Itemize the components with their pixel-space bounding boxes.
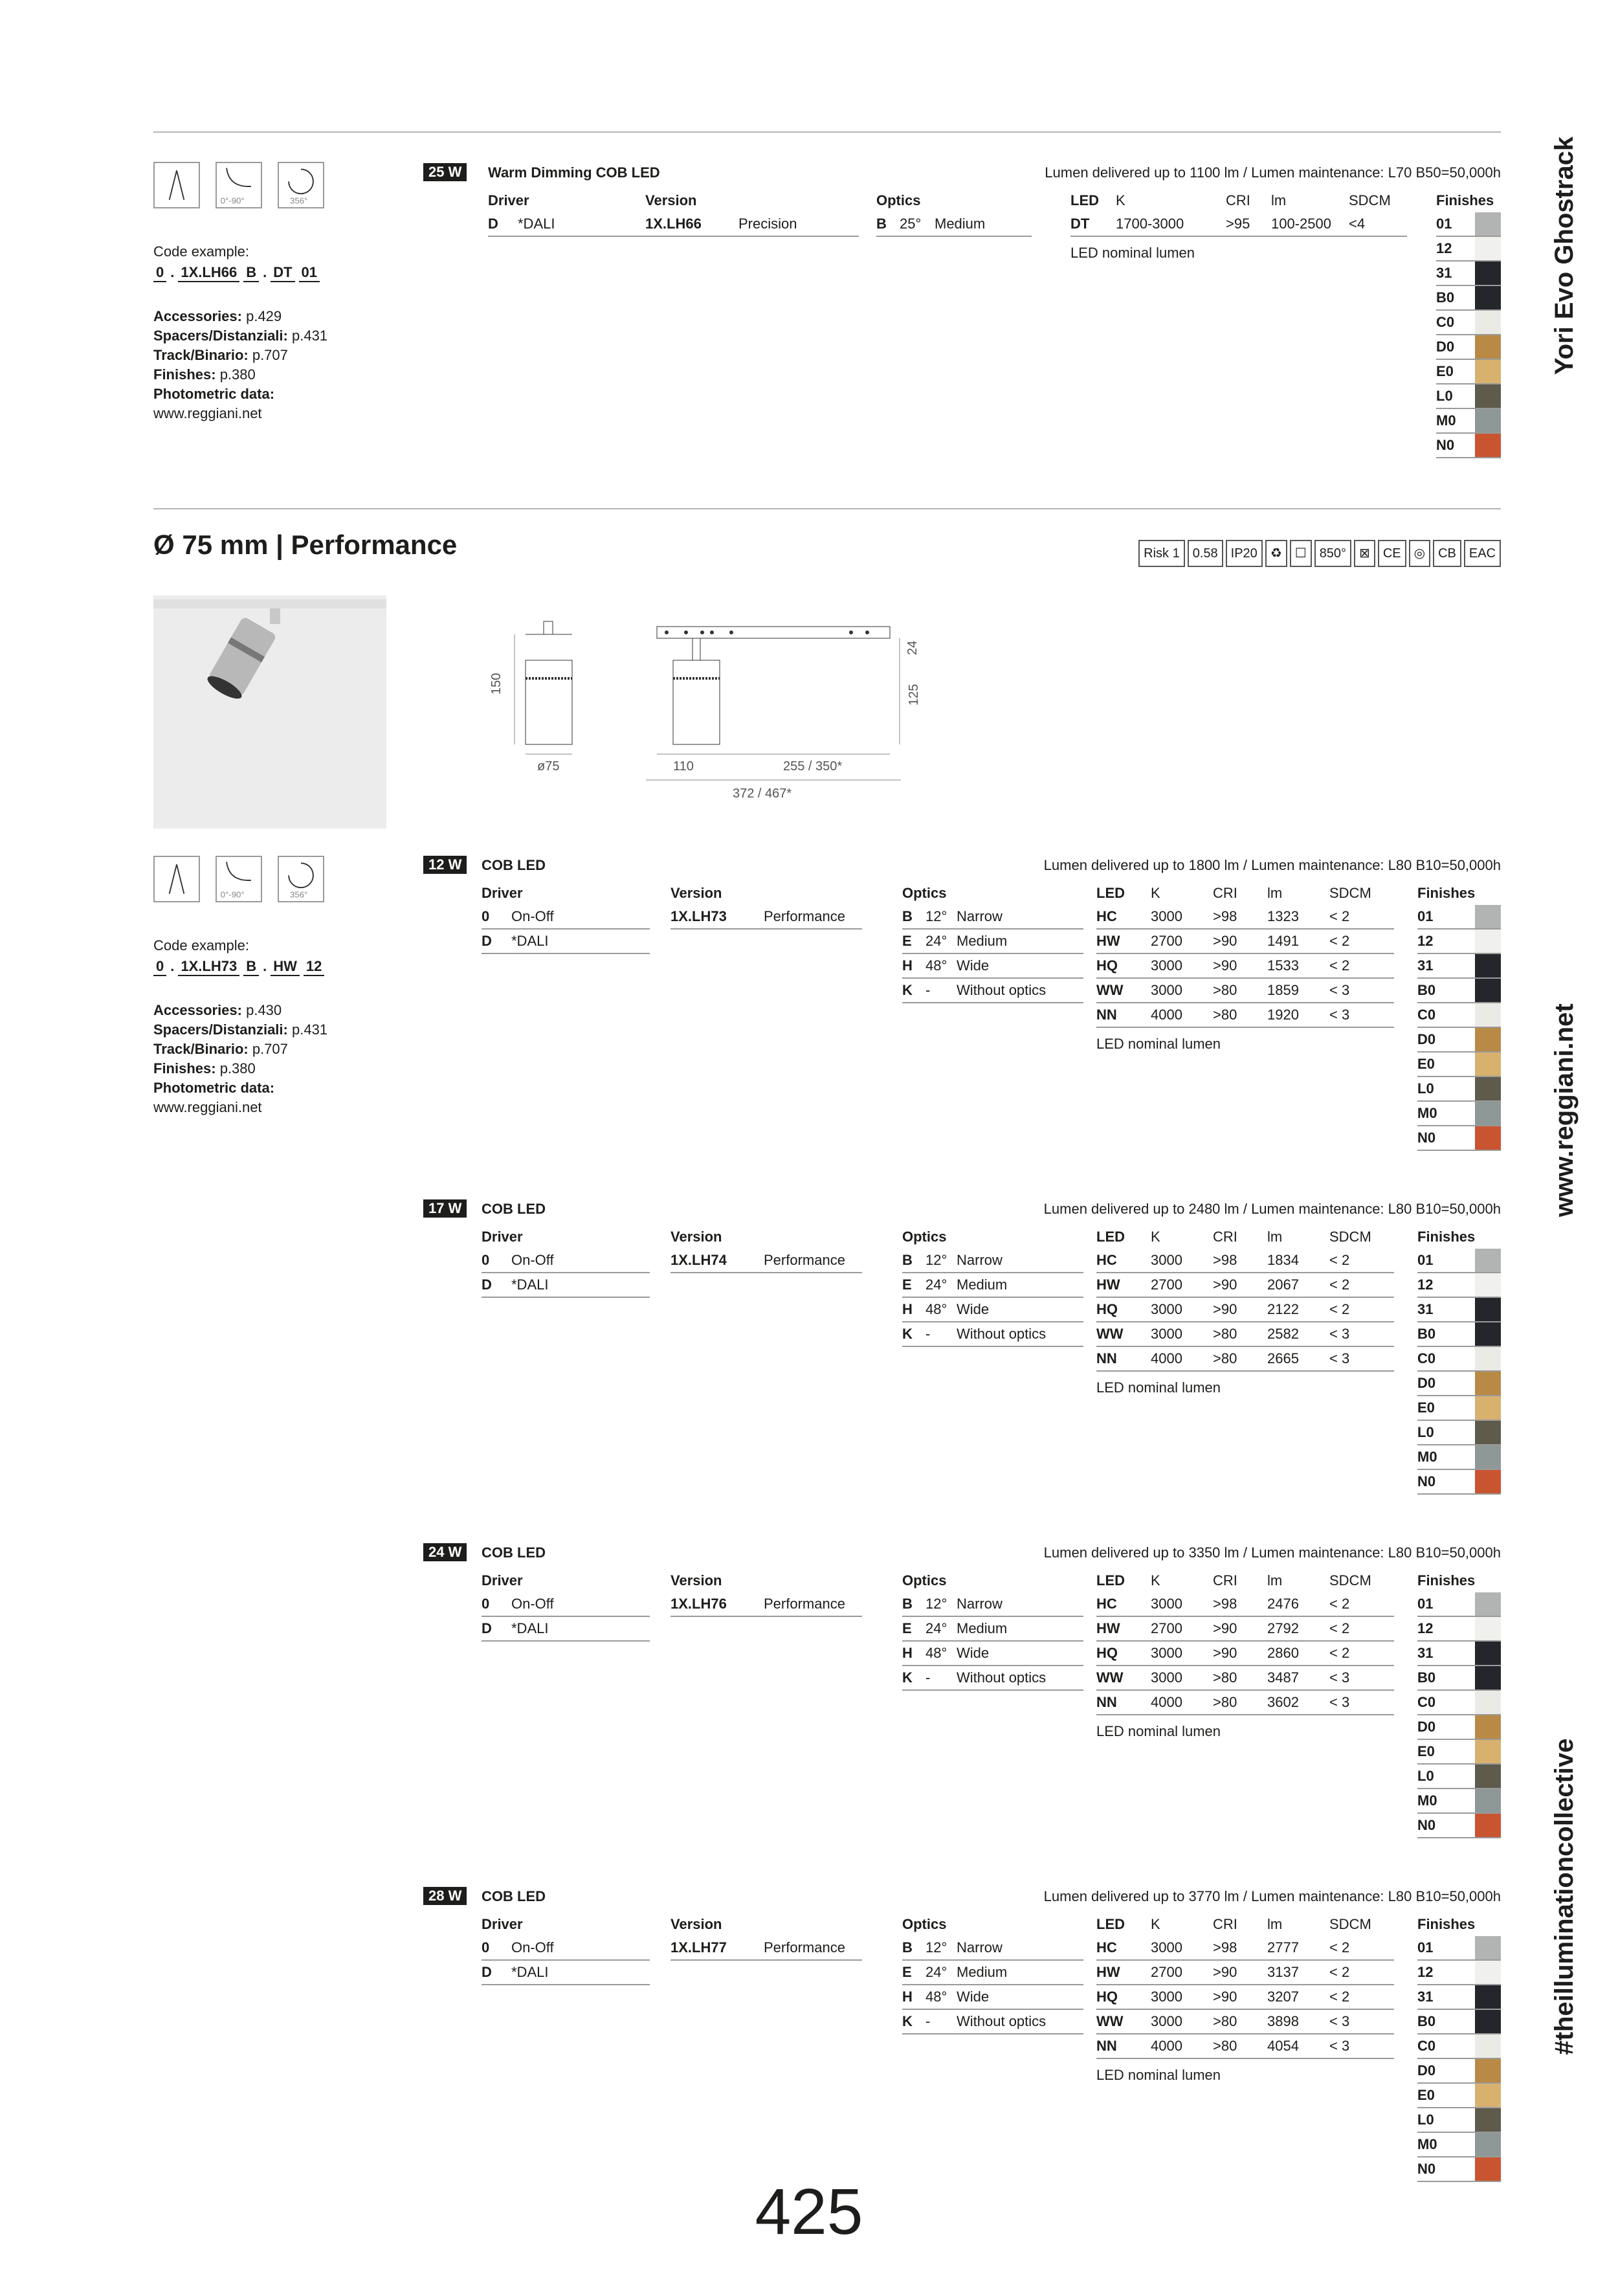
driver-header: Driver: [488, 192, 529, 208]
version-header: Version: [670, 1229, 722, 1245]
spec-block: 24 W COB LED Lumen delivered up to 3350 lm / Lumen maintenance: L80 B10=50,000h Driver 0 On-Off D *DALI Version 1X.LH76 Performance Optics B 12° Narrow E 24° Medium H 48° Wide K - Without optics LED K CRI lm SDCM HC 3000 >98 2476 < 2 HW 2700 >90 2792 < 2 HQ 3000 >90 2860 < 2 WW 3000 >80 3487 < 3 NN 4000 >80 3602 < 3 LED nominal lumen Finishes 01 12 31 B0 C0 D0 E0 L0 M0 N0: [423, 1543, 1501, 1565]
finish-swatch: [1475, 2108, 1501, 2132]
finish-item: C0: [1417, 2034, 1501, 2059]
site-side-label: www.reggiani.net: [1550, 1003, 1579, 1217]
optics-header: Optics: [902, 1229, 947, 1245]
finish-swatch: [1475, 2133, 1501, 2156]
finish-list: [1417, 1936, 1501, 2182]
finish-swatch: [1475, 1298, 1501, 1321]
led-header: LED: [1070, 192, 1099, 208]
finish-item: D0: [1417, 1372, 1501, 1396]
finish-swatch: [1475, 2084, 1501, 2107]
beam-icon: [153, 162, 200, 208]
finish-item: D0: [1436, 335, 1501, 360]
driver-row: 0 On-Off: [482, 1936, 650, 1961]
finish-swatch: [1475, 1028, 1501, 1051]
optics-row: E 24° Medium: [902, 1273, 1083, 1298]
finish-item: 01: [1417, 1936, 1501, 1961]
optics-header: Optics: [902, 1916, 947, 1932]
references-2: Accessories: p.430 Spacers/Distanziali: p.431 Track/Binario: p.707 Finishes: p.380 Photometric data: www.reggiani.net: [153, 1001, 327, 1117]
driver-header: Driver: [482, 885, 523, 901]
rotate-icon-2: [278, 856, 324, 902]
ccc-icon: ◎: [1409, 540, 1430, 567]
watt-badge: 28 W: [423, 1887, 467, 1905]
finish-item: B0: [1417, 2010, 1501, 2034]
finish-swatch: [1475, 2059, 1501, 2082]
finish-swatch: [1475, 2010, 1501, 2033]
svg-text:0°-90°: 0°-90°: [220, 889, 245, 900]
finish-item: 01: [1417, 1249, 1501, 1273]
finish-item: N0: [1417, 1814, 1501, 1838]
svg-text:110: 110: [673, 759, 694, 774]
code-example: 0 . 1X.LH66 B . DT 01: [153, 264, 324, 282]
finish-item: C0: [1417, 1347, 1501, 1372]
finish-swatch: [1475, 1985, 1501, 2009]
finishes-header: Finishes: [1436, 192, 1494, 208]
optics-row: K - Without optics: [902, 979, 1083, 1003]
finish-swatch: [1475, 286, 1501, 309]
led-header: LED: [1096, 1229, 1125, 1245]
led-row: HC 3000 >98 2777 < 2: [1096, 1936, 1394, 1961]
led-header: LED: [1096, 1916, 1125, 1932]
optics-row: H 48° Wide: [902, 1298, 1083, 1322]
finish-swatch: [1475, 1322, 1501, 1346]
finish-item: D0: [1417, 1028, 1501, 1053]
finish-swatch: [1475, 1003, 1501, 1027]
led-row: HW 2700 >90 2792 < 2: [1096, 1617, 1394, 1642]
finish-swatch: [1475, 1077, 1501, 1100]
brand-side-label: Yori Evo Ghostrack: [1550, 136, 1579, 375]
finish-swatch: [1475, 2034, 1501, 2058]
led-row: HW 2700 >90 1491 < 2: [1096, 930, 1394, 954]
finishes-header: Finishes: [1417, 1572, 1476, 1588]
finish-item: L0: [1417, 1077, 1501, 1102]
finish-swatch: [1475, 1961, 1501, 1984]
finishes-header: Finishes: [1417, 885, 1476, 901]
code-example-label-2: Code example:: [153, 937, 249, 953]
driver-row: D *DALI: [482, 1617, 650, 1642]
led-note: LED nominal lumen: [1096, 1723, 1221, 1739]
cert-icons: [1138, 540, 1501, 567]
svg-text:356°: 356°: [290, 195, 308, 206]
driver-row: D *DALI: [482, 930, 650, 954]
finish-item: 12: [1436, 237, 1501, 262]
finish-swatch: [1475, 1126, 1501, 1150]
spec-block: 28 W COB LED Lumen delivered up to 3770 lm / Lumen maintenance: L80 B10=50,000h Driver 0 On-Off D *DALI Version 1X.LH77 Performance Optics B 12° Narrow E 24° Medium H 48° Wide K - Without optics LED K CRI lm SDCM HC 3000 >98 2777 < 2 HW 2700 >90 3137 < 2 HQ 3000 >90 3207 < 2 WW 3000 >80 3898 < 3 NN 4000 >80 4054 < 3 LED nominal lumen Finishes 01 12 31 B0 C0 D0 E0 L0 M0 N0: [423, 1887, 1501, 1909]
finish-item: 31: [1417, 1642, 1501, 1666]
finish-swatch: [1475, 1666, 1501, 1689]
optics-header: Optics: [902, 885, 947, 901]
lumen-info: Lumen delivered up to 2480 lm / Lumen maintenance: L80 B10=50,000h: [1043, 1201, 1501, 1217]
svg-text:150: 150: [489, 673, 504, 695]
finish-item: B0: [1417, 979, 1501, 1003]
no-cover-icon: ⊠: [1354, 540, 1375, 567]
finish-item: 12: [1417, 930, 1501, 954]
eac-icon: EAC: [1464, 540, 1501, 567]
led-row: NN 4000 >80 2665 < 3: [1096, 1347, 1394, 1372]
finish-swatch: [1475, 1372, 1501, 1395]
finish-item: C0: [1417, 1691, 1501, 1715]
led-type: COB LED: [482, 857, 546, 873]
led-header: LED: [1096, 885, 1125, 901]
finish-swatch: [1475, 212, 1501, 236]
driver-row: D *DALI: [482, 1961, 650, 1985]
beam-icon-2: [153, 856, 200, 902]
finish-swatch: [1475, 1592, 1501, 1616]
section-title: Ø 75 mm | Performance: [153, 529, 458, 560]
version-row: 1X.LH77 Performance: [670, 1936, 862, 1961]
optics-row: K - Without optics: [902, 2010, 1083, 2034]
svg-text:356°: 356°: [290, 889, 308, 900]
led-row: HQ 3000 >90 1533 < 2: [1096, 954, 1394, 979]
finish-item: N0: [1417, 1470, 1501, 1495]
finish-item: N0: [1436, 434, 1501, 458]
tilt-icon-2: [216, 856, 262, 902]
finish-item: D0: [1417, 2059, 1501, 2084]
svg-text:24: 24: [905, 640, 920, 655]
finishes-header: Finishes: [1417, 1916, 1476, 1932]
finish-item: 31: [1417, 1985, 1501, 2010]
led-note: LED nominal lumen: [1096, 1036, 1221, 1052]
svg-text:372 / 467*: 372 / 467*: [733, 786, 792, 801]
led-row: NN 4000 >80 1920 < 3: [1096, 1003, 1394, 1028]
hashtag-side-label: #theilluminationcollective: [1550, 1738, 1579, 2055]
svg-text:255 / 350*: 255 / 350*: [783, 759, 843, 774]
finish-item: N0: [1417, 2157, 1501, 2182]
finish-list: [1417, 1592, 1501, 1838]
finish-swatch: [1475, 954, 1501, 977]
finish-item: E0: [1417, 2084, 1501, 2108]
led-row: WW 3000 >80 3898 < 3: [1096, 2010, 1394, 2034]
finish-swatch: [1475, 1789, 1501, 1812]
finish-swatch: [1475, 1102, 1501, 1125]
spec-block-25w: 25 W Warm Dimming COB LED Lumen delivered up to 1100 lm / Lumen maintenance: L70 B50=50,000h Driver D *DALI Version 1X.LH66 Precision Optics B 25° Medium LED K CRI lm SDCM DT 1700-3000 >95 100-2500 <4 LED nominal lumen Finishes 01 12 31 B0 C0 D0 E0 L0 M0 N0: [423, 163, 1501, 185]
references: Accessories: p.429 Spacers/Distanziali: p.431 Track/Binario: p.707 Finishes: p.380 Photometric data: www.reggiani.net: [153, 307, 327, 423]
led-row: HQ 3000 >90 2860 < 2: [1096, 1642, 1394, 1666]
finish-swatch: [1475, 1642, 1501, 1665]
led-row: WW 3000 >80 3487 < 3: [1096, 1666, 1394, 1691]
watt-badge: 17 W: [423, 1199, 467, 1218]
finish-swatch: [1475, 1273, 1501, 1297]
led-row: WW 3000 >80 2582 < 3: [1096, 1322, 1394, 1347]
optics-row: H 48° Wide: [902, 954, 1083, 979]
lumen-info: Lumen delivered up to 3770 lm / Lumen maintenance: L80 B10=50,000h: [1043, 1888, 1501, 1904]
finish-swatch: [1475, 434, 1501, 457]
finish-item: 31: [1436, 262, 1501, 286]
version-header: Version: [670, 885, 722, 901]
page-number: 425: [755, 2176, 863, 2248]
finish-swatch: [1475, 1421, 1501, 1444]
product-photo: [153, 596, 386, 829]
version-header: Version: [670, 1916, 722, 1932]
led-row: WW 3000 >80 1859 < 3: [1096, 979, 1394, 1003]
code-example-2: 0 . 1X.LH73 B . HW 12: [153, 958, 328, 976]
optics-row: B 25° Medium: [876, 212, 1032, 237]
finish-item: N0: [1417, 1126, 1501, 1151]
finish-swatch: [1475, 1617, 1501, 1640]
watt-badge: 24 W: [423, 1543, 467, 1561]
led-row: HC 3000 >98 1323 < 2: [1096, 905, 1394, 930]
finish-item: E0: [1417, 1053, 1501, 1077]
finish-item: 12: [1417, 1617, 1501, 1642]
optics-row: H 48° Wide: [902, 1642, 1083, 1666]
spec-block: 17 W COB LED Lumen delivered up to 2480 lm / Lumen maintenance: L80 B10=50,000h Driver 0 On-Off D *DALI Version 1X.LH74 Performance Optics B 12° Narrow E 24° Medium H 48° Wide K - Without optics LED K CRI lm SDCM HC 3000 >98 1834 < 2 HW 2700 >90 2067 < 2 HQ 3000 >90 2122 < 2 WW 3000 >80 2582 < 3 NN 4000 >80 2665 < 3 LED nominal lumen Finishes 01 12 31 B0 C0 D0 E0 L0 M0 N0: [423, 1199, 1501, 1221]
led-row: HQ 3000 >90 3207 < 2: [1096, 1985, 1394, 2010]
finish-item: B0: [1436, 286, 1501, 311]
lumen-info: Lumen delivered up to 1800 lm / Lumen maintenance: L80 B10=50,000h: [1043, 857, 1501, 873]
optics-row: E 24° Medium: [902, 1617, 1083, 1642]
spec-block: 12 W COB LED Lumen delivered up to 1800 lm / Lumen maintenance: L80 B10=50,000h Driver 0 On-Off D *DALI Version 1X.LH73 Performance Optics B 12° Narrow E 24° Medium H 48° Wide K - Without optics LED K CRI lm SDCM HC 3000 >98 1323 < 2 HW 2700 >90 1491 < 2 HQ 3000 >90 1533 < 2 WW 3000 >80 1859 < 3 NN 4000 >80 1920 < 3 LED nominal lumen Finishes 01 12 31 B0 C0 D0 E0 L0 M0 N0: [423, 856, 1501, 878]
led-row: HW 2700 >90 2067 < 2: [1096, 1273, 1394, 1298]
finish-swatch: [1475, 1396, 1501, 1420]
finish-item: 12: [1417, 1961, 1501, 1985]
tilt-icon: [216, 162, 262, 208]
finish-swatch: [1475, 409, 1501, 432]
finish-item: C0: [1436, 311, 1501, 335]
led-type: Warm Dimming COB LED: [488, 164, 660, 181]
version-header: Version: [670, 1572, 722, 1588]
finish-swatch: [1475, 1740, 1501, 1763]
led-row: DT 1700-3000 >95 100-2500 <4: [1070, 212, 1407, 237]
optics-header: Optics: [902, 1572, 947, 1588]
finish-swatch: [1475, 262, 1501, 285]
finish-item: 31: [1417, 1298, 1501, 1322]
finish-list: [1417, 1249, 1501, 1495]
optics-header: Optics: [876, 192, 921, 208]
driver-row: D *DALI: [482, 1273, 650, 1298]
driver-row: 0 On-Off: [482, 1592, 650, 1617]
class-icon: ☐: [1290, 540, 1312, 567]
optics-row: K - Without optics: [902, 1322, 1083, 1347]
optics-row: B 12° Narrow: [902, 1936, 1083, 1961]
weight-icon: 0.58: [1188, 540, 1223, 567]
led-type: COB LED: [482, 1201, 546, 1217]
cb-icon: CB: [1433, 540, 1461, 567]
finish-list: [1417, 905, 1501, 1151]
finish-item: E0: [1436, 360, 1501, 385]
lumen-info: Lumen delivered up to 3350 lm / Lumen maintenance: L80 B10=50,000h: [1043, 1544, 1501, 1561]
led-row: HC 3000 >98 2476 < 2: [1096, 1592, 1394, 1617]
technical-drawing: [479, 615, 945, 809]
finishes-header: Finishes: [1417, 1229, 1476, 1245]
finish-swatch: [1475, 335, 1501, 359]
finish-item: E0: [1417, 1740, 1501, 1765]
finish-item: M0: [1417, 1789, 1501, 1814]
svg-text:0°-90°: 0°-90°: [220, 195, 245, 206]
finish-item: 01: [1417, 1592, 1501, 1617]
finish-swatch: [1475, 1765, 1501, 1788]
finish-item: 12: [1417, 1273, 1501, 1298]
led-row: HW 2700 >90 3137 < 2: [1096, 1961, 1394, 1985]
finish-swatch: [1475, 1470, 1501, 1493]
top-rule: [153, 131, 1501, 133]
finish-item: M0: [1417, 1445, 1501, 1470]
lumen-info: Lumen delivered up to 1100 lm / Lumen maintenance: L70 B50=50,000h: [1045, 164, 1501, 181]
recycle-icon: ♻: [1265, 540, 1287, 567]
driver-row: 0 On-Off: [482, 905, 650, 930]
finish-swatch: [1475, 385, 1501, 408]
led-note: LED nominal lumen: [1096, 1379, 1221, 1396]
finish-item: L0: [1417, 2108, 1501, 2133]
led-row: NN 4000 >80 3602 < 3: [1096, 1691, 1394, 1715]
finish-swatch: [1475, 930, 1501, 953]
finish-swatch: [1475, 905, 1501, 928]
led-row: HQ 3000 >90 2122 < 2: [1096, 1298, 1394, 1322]
finish-swatch: [1475, 1691, 1501, 1714]
ip-icon: IP20: [1226, 540, 1263, 567]
finish-swatch: [1475, 1715, 1501, 1739]
section-rule: [153, 508, 1501, 509]
finish-item: M0: [1436, 409, 1501, 434]
finish-item: 31: [1417, 954, 1501, 979]
watt-badge: 12 W: [423, 856, 467, 874]
led-header: LED: [1096, 1572, 1125, 1588]
finish-item: D0: [1417, 1715, 1501, 1740]
driver-header: Driver: [482, 1916, 523, 1932]
finish-item: L0: [1417, 1765, 1501, 1789]
optics-row: B 12° Narrow: [902, 905, 1083, 930]
finish-swatch: [1475, 237, 1501, 260]
finish-item: L0: [1436, 385, 1501, 409]
optics-row: H 48° Wide: [902, 1985, 1083, 2010]
finish-item: B0: [1417, 1322, 1501, 1347]
optics-row: E 24° Medium: [902, 1961, 1083, 1985]
finish-swatch: [1475, 360, 1501, 383]
code-example-label: Code example:: [153, 243, 249, 260]
led-row: NN 4000 >80 4054 < 3: [1096, 2034, 1394, 2059]
finish-swatch: [1475, 1053, 1501, 1076]
watt-badge: 25 W: [423, 163, 467, 181]
finish-list: [1436, 212, 1501, 458]
finish-swatch: [1475, 311, 1501, 334]
risk-icon: Risk 1: [1138, 540, 1185, 567]
finish-swatch: [1475, 1814, 1501, 1837]
website-link-2[interactable]: www.reggiani.net: [153, 1099, 262, 1115]
version-row: 1X.LH76 Performance: [670, 1592, 862, 1617]
version-row: 1X.LH66 Precision: [645, 212, 859, 237]
finish-swatch: [1475, 1249, 1501, 1272]
finish-swatch: [1475, 1936, 1501, 1959]
finish-item: B0: [1417, 1666, 1501, 1691]
led-note: LED nominal lumen: [1096, 2067, 1221, 2083]
finish-swatch: [1475, 979, 1501, 1002]
optics-row: K - Without optics: [902, 1666, 1083, 1691]
rotate-icon: [278, 162, 324, 208]
version-row: 1X.LH74 Performance: [670, 1249, 862, 1273]
version-header: Version: [645, 192, 697, 208]
version-row: 1X.LH73 Performance: [670, 905, 862, 930]
finish-item: M0: [1417, 2133, 1501, 2157]
led-type: COB LED: [482, 1888, 546, 1904]
optics-row: B 12° Narrow: [902, 1249, 1083, 1273]
finish-item: E0: [1417, 1396, 1501, 1421]
website-link[interactable]: www.reggiani.net: [153, 405, 262, 421]
led-note: LED nominal lumen: [1070, 245, 1195, 261]
finish-item: C0: [1417, 1003, 1501, 1028]
optics-row: E 24° Medium: [902, 930, 1083, 954]
finish-item: L0: [1417, 1421, 1501, 1445]
temperature-icon: 850°: [1314, 540, 1351, 567]
driver-header: Driver: [482, 1229, 523, 1245]
led-row: HC 3000 >98 1834 < 2: [1096, 1249, 1394, 1273]
ce-icon: CE: [1378, 540, 1406, 567]
finish-item: 01: [1417, 905, 1501, 930]
optics-row: B 12° Narrow: [902, 1592, 1083, 1617]
finish-swatch: [1475, 1445, 1501, 1469]
driver-header: Driver: [482, 1572, 523, 1588]
finish-swatch: [1475, 1347, 1501, 1370]
finish-item: 01: [1436, 212, 1501, 237]
finish-item: M0: [1417, 1102, 1501, 1126]
svg-text:ø75: ø75: [537, 759, 560, 774]
driver-row: 0 On-Off: [482, 1249, 650, 1273]
driver-row: D *DALI: [488, 212, 656, 237]
svg-text:125: 125: [907, 684, 921, 706]
led-type: COB LED: [482, 1544, 546, 1561]
